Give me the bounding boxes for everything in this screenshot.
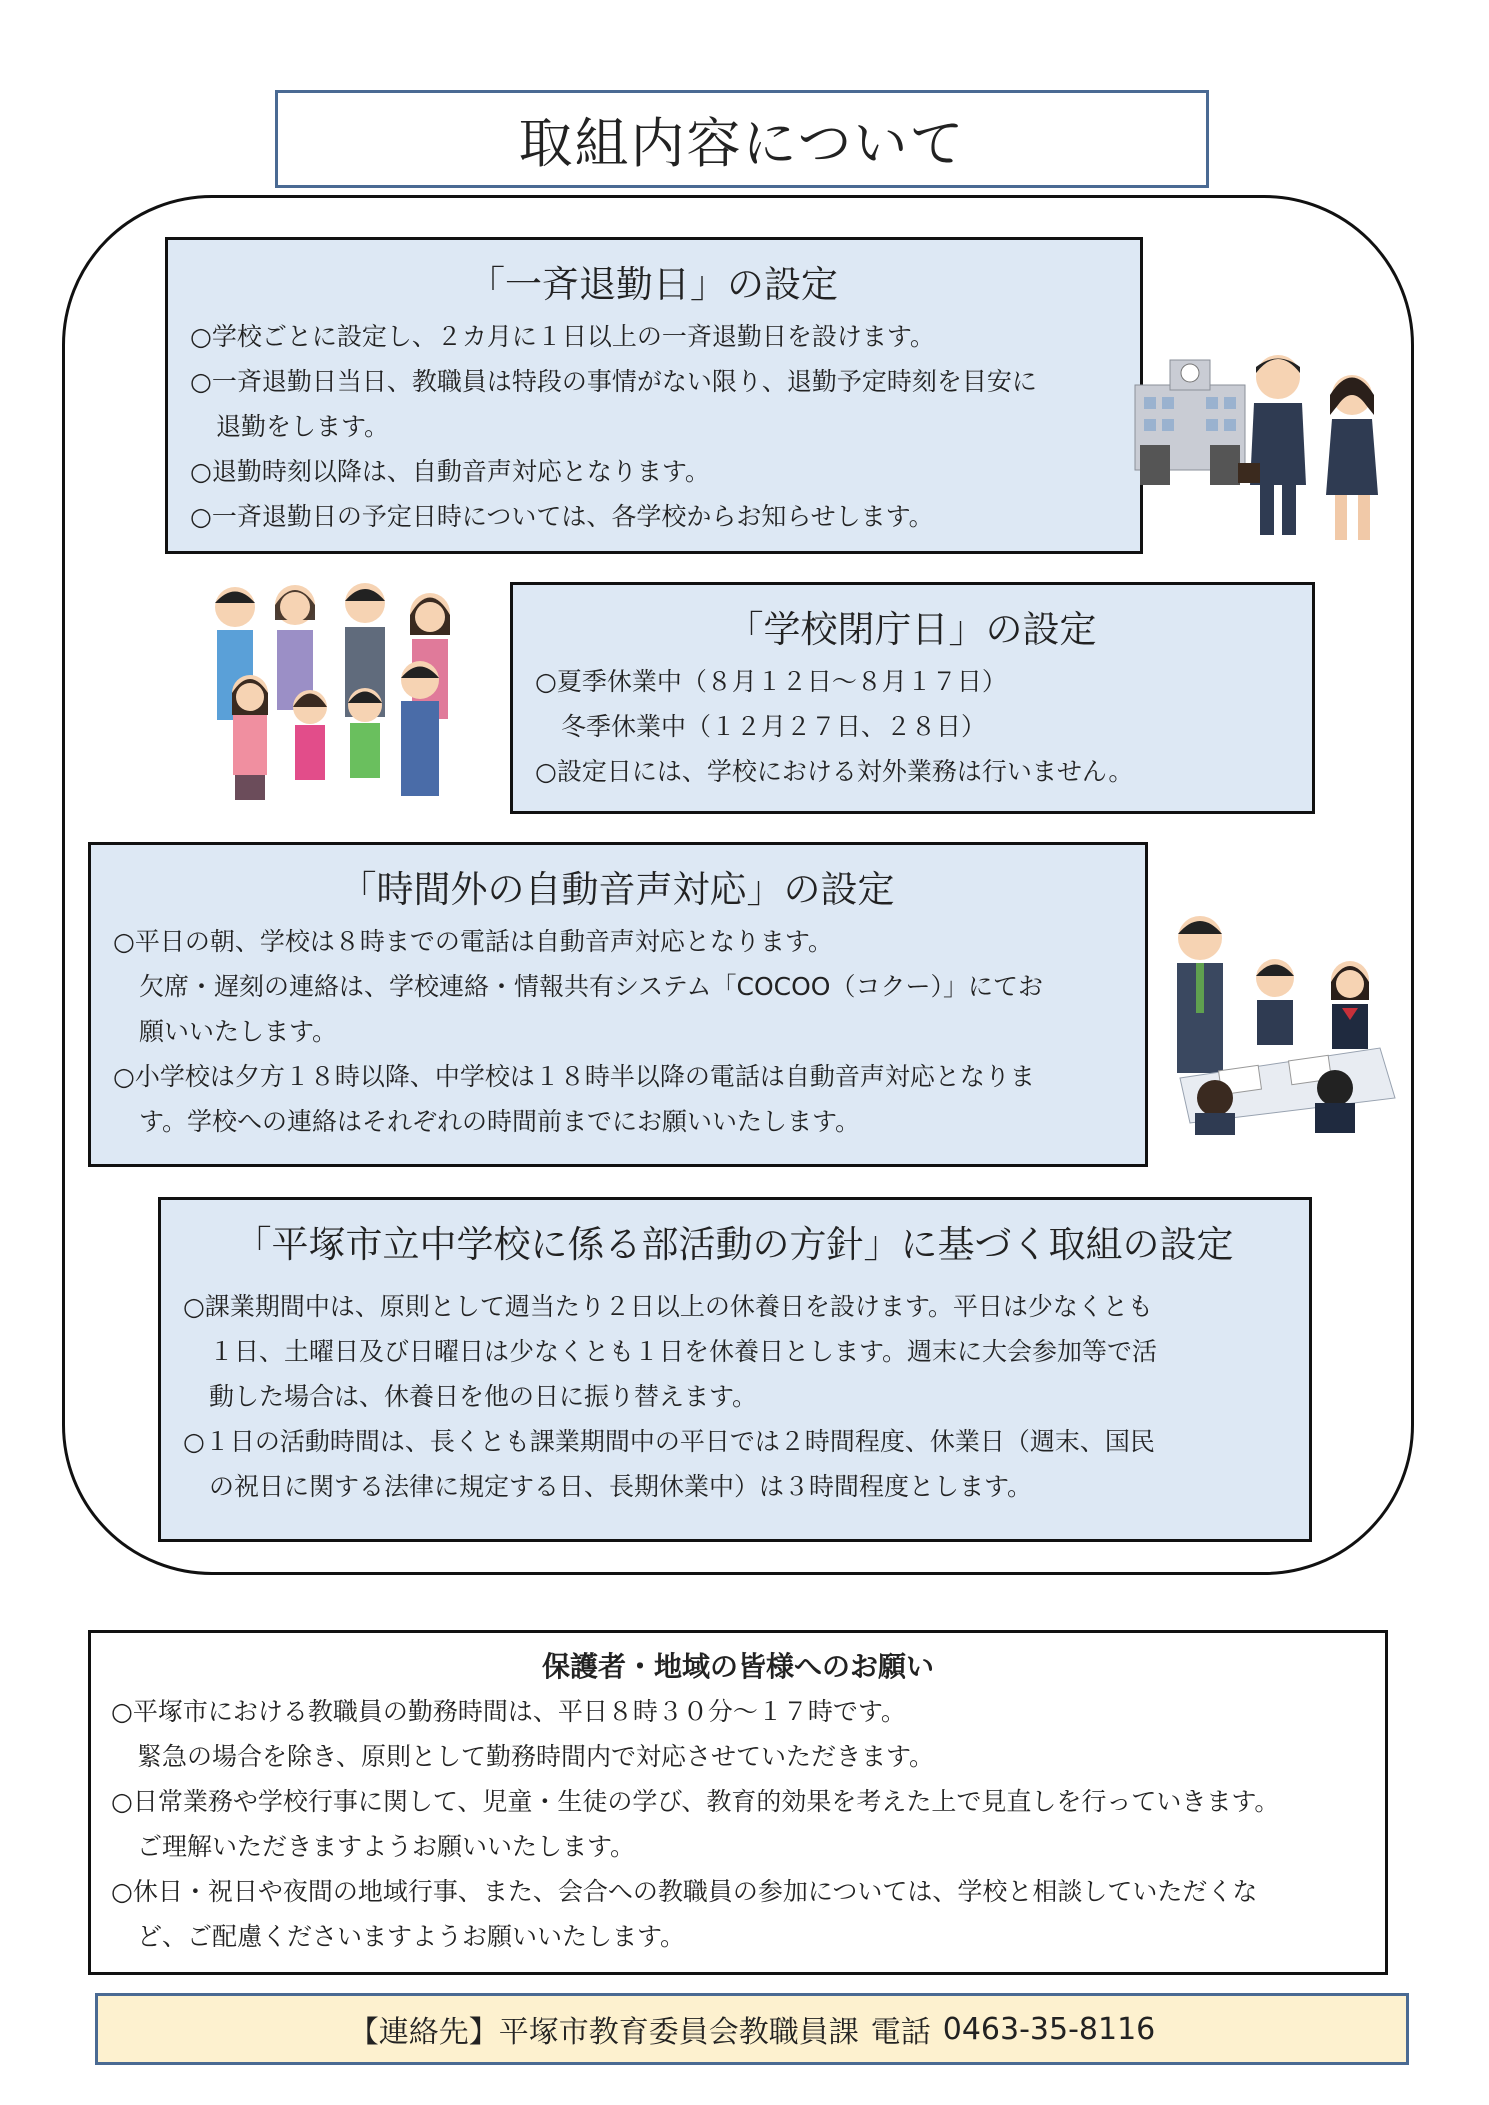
list-item-continuation: 冬季休業中（１２月２７日、２８日） <box>561 712 987 741</box>
list-item: ○学校ごとに設定し、２カ月に１日以上の一斉退勤日を設けます。 <box>190 322 935 351</box>
list-item: ○退勤時刻以降は、自動音声対応となります。 <box>190 457 710 486</box>
family-group-illustration <box>205 575 475 810</box>
contact-label: 【連絡先】平塚市教育委員会教職員課 <box>348 2015 859 2050</box>
list-item-continuation: 動した場合は、休養日を他の日に振り替えます。 <box>209 1382 758 1411</box>
list-item: ○夏季休業中（８月１２日～８月１７日） <box>535 667 1007 696</box>
list-item: ○平日の朝、学校は８時までの電話は自動音声対応となります。 <box>113 927 833 956</box>
teachers-leaving-school-illustration <box>1130 345 1395 555</box>
list-item-continuation: 願いいたします。 <box>139 1017 338 1046</box>
section-heading: 「学校閉庁日」の設定 <box>726 608 1097 651</box>
section-school-closure <box>510 582 1315 814</box>
list-item: ○１日の活動時間は、長くとも課業期間中の平日では２時間程度、休業日（週末、国民 <box>183 1427 1155 1456</box>
list-item: ○一斉退勤日当日、教職員は特段の事情がない限り、退勤予定時刻を目安に <box>190 367 1037 396</box>
section-early-leave <box>165 237 1143 554</box>
section-heading: 「時間外の自動音声対応」の設定 <box>339 868 895 911</box>
list-item: ○設定日には、学校における対外業務は行いません。 <box>535 757 1134 786</box>
request-box <box>88 1630 1388 1975</box>
list-item: ○平塚市における教職員の勤務時間は、平日８時３０分～１７時です。 <box>111 1697 906 1726</box>
phone-label: 電話 <box>870 2015 931 2050</box>
list-item-continuation: ど、ご配慮くださいますようお願いいたします。 <box>137 1922 686 1951</box>
list-item: ○課業期間中は、原則として週当たり２日以上の休養日を設けます。平日は少なくとも <box>183 1292 1153 1321</box>
phone-number: 0463-35-8116 <box>942 2011 1156 2047</box>
list-item: ○日常業務や学校行事に関して、児童・生徒の学び、教育的効果を考えた上で見直しを行っていきます。 <box>111 1787 1280 1816</box>
list-item-continuation: 欠席・遅刻の連絡は、学校連絡・情報共有システム「COCOO（コクー）」にてお <box>139 972 1043 1001</box>
list-item: ○休日・祝日や夜間の地域行事、また、会合への教職員の参加については、学校と相談していただくな <box>111 1877 1258 1906</box>
contact-box <box>95 1993 1409 2065</box>
list-item-continuation: 緊急の場合を除き、原則として勤務時間内で対応させていただきます。 <box>137 1742 935 1771</box>
request-heading: 保護者・地域の皆様へのお願い <box>541 1650 934 1683</box>
page-title: 取組内容について <box>518 111 966 175</box>
list-item: ○一斉退勤日の予定日時については、各学校からお知らせします。 <box>190 502 934 531</box>
classroom-meeting-illustration <box>1160 908 1400 1138</box>
section-heading: 「平塚市立中学校に係る部活動の方針」に基づく取組の設定 <box>234 1223 1234 1266</box>
list-item-continuation: の祝日に関する法律に規定する日、長期休業中）は３時間程度とします。 <box>209 1472 1033 1501</box>
list-item: ○小学校は夕方１８時以降、中学校は１８時半以降の電話は自動音声対応となりま <box>113 1062 1035 1091</box>
list-item-continuation: １日、土曜日及び日曜日は少なくとも１日を休養日とします。週末に大会参加等で活 <box>209 1337 1158 1366</box>
list-item-continuation: ご理解いただきますようお願いいたします。 <box>137 1832 636 1861</box>
section-club-policy <box>158 1197 1312 1542</box>
section-heading: 「一斉退勤日」の設定 <box>468 263 838 306</box>
page-title-box <box>275 90 1209 188</box>
list-item-continuation: 退勤をします。 <box>216 412 390 441</box>
section-auto-voice <box>88 842 1148 1167</box>
list-item-continuation: す。学校への連絡はそれぞれの時間前までにお願いいたします。 <box>139 1107 861 1136</box>
